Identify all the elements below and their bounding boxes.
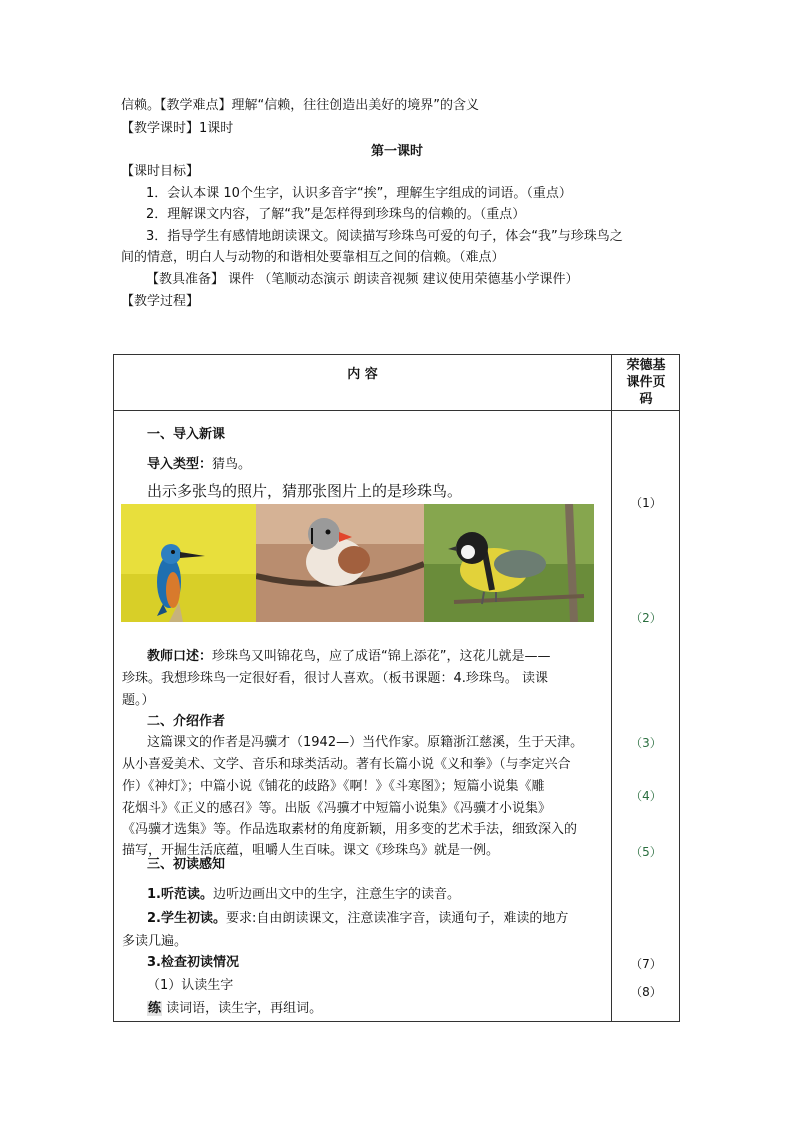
section-1-type-value: 猜鸟。: [212, 457, 252, 472]
section-1-type: [147, 456, 251, 474]
header-page-line-3: 码: [639, 392, 653, 407]
student-read-label: 2.学生初读。: [147, 911, 226, 926]
header-page-line-2: 课件页: [626, 375, 666, 390]
student-read-cont: 多读几遍。: [122, 934, 188, 949]
page-code-4: （4）: [630, 789, 662, 803]
teaching-prep: 【教具准备】 课件 （笔顺动态演示 朗读音视频 建议使用荣德基小学课件）: [146, 272, 579, 287]
practice-tag: 练: [148, 1001, 162, 1016]
process-heading: 【教学过程】: [121, 294, 200, 309]
teacher-talk-3: 题。）: [122, 693, 155, 708]
lesson-title: 第一课时: [370, 144, 423, 159]
listen-demo-text: 边听边画出文中的生字，注意生字的读音。: [212, 887, 460, 902]
student-read-text: 要求:自由朗读课文，注意读准字音，读通句子，难读的地方: [225, 911, 569, 926]
lesson-table: [113, 354, 680, 1022]
author-line-4: 花烟斗》《正义的感召》等。出版《冯骥才中短篇小说集》《冯骥才小说集》: [122, 801, 552, 816]
author-line-3: 作）《神灯》；中篇小说《铺花的歧路》《啊！》《斗寒图》；短篇小说集《雕: [122, 779, 545, 794]
column-divider: [611, 355, 612, 1021]
great-tit-photo: [424, 504, 594, 622]
teacher-talk-1: [147, 647, 551, 666]
kingfisher-photo: [121, 504, 256, 622]
goal-heading: 【课时目标】: [121, 164, 200, 179]
listen-demo-label: 1.听范读。: [147, 887, 213, 902]
author-line-2: 从小喜爱美术、文学、音乐和球类活动。著有长篇小说《义和拳》（与李定兴合: [122, 757, 571, 772]
page-code-3: （3）: [630, 736, 662, 750]
page-code-1: （1）: [630, 496, 662, 510]
practice-text: 读词语，读生字，再组词。: [162, 1001, 323, 1016]
page-code-5: （5）: [630, 845, 662, 859]
difficulty-line: 信赖。【教学难点】理解“信赖，往往创造出美好的境界”的含义: [121, 98, 479, 113]
page-code-2: （2）: [630, 611, 662, 625]
teacher-talk-2: 珍珠。我想珍珠鸟一定很好看，很讨人喜欢。（板书课题：4.珍珠鸟。 读课: [122, 671, 549, 686]
author-line-6: 描写，开掘生活底蕴，咀嚼人生百味。课文《珍珠鸟》就是一例。: [122, 843, 500, 858]
recognize-chars: （1）认读生字: [147, 978, 234, 993]
goal-3b: 间的情意，明白人与动物的和谐相处要靠相互之间的信赖。（难点）: [121, 250, 505, 265]
page-code-7: （7）: [630, 957, 662, 971]
listen-demo: [147, 885, 460, 904]
check-reading: 3.检查初读情况: [147, 955, 239, 970]
goal-2: 2．理解课文内容，了解“我”是怎样得到珍珠鸟的信赖的。（重点）: [146, 207, 526, 222]
page-code-8: （8）: [630, 985, 662, 999]
zebra-finch-photo: [256, 504, 424, 622]
section-1-title: 一、导入新课: [147, 427, 226, 442]
author-line-1: 这篇课文的作者是冯骥才（1942—）当代作家。原籍浙江慈溪，生于天津。: [147, 735, 584, 750]
author-line-5: 《冯骥才选集》等。作品选取素材的角度新颖，用多变的艺术手法，细致深入的: [122, 822, 578, 837]
header-content: 内 容: [347, 367, 378, 382]
header-page-line-1: 荣德基: [626, 358, 666, 373]
teacher-talk-label: 教师口述：: [147, 649, 213, 664]
class-time: 【教学课时】1课时: [121, 121, 234, 136]
header-divider: [114, 410, 679, 411]
goal-3a: 3．指导学生有感情地朗读课文。阅读描写珍珠鸟可爱的句子，体会“我”与珍珠鸟之: [146, 229, 623, 244]
header-page-code: [612, 357, 680, 408]
section-1-type-label: 导入类型：: [147, 457, 213, 472]
section-1-show: 出示多张鸟的照片，猜那张图片上的是珍珠鸟。: [147, 482, 463, 500]
section-3-title: 三、初读感知: [147, 857, 226, 872]
practice-line: [147, 999, 322, 1018]
goal-1: 1．会认本课 10个生字，认识多音字“挨”，理解生字组成的词语。（重点）: [146, 186, 572, 201]
teacher-talk-text-1: 珍珠鸟又叫锦花鸟，应了成语“锦上添花”，这花儿就是——: [212, 649, 551, 664]
section-2-title: 二、介绍作者: [147, 714, 226, 729]
student-read: [147, 909, 568, 928]
